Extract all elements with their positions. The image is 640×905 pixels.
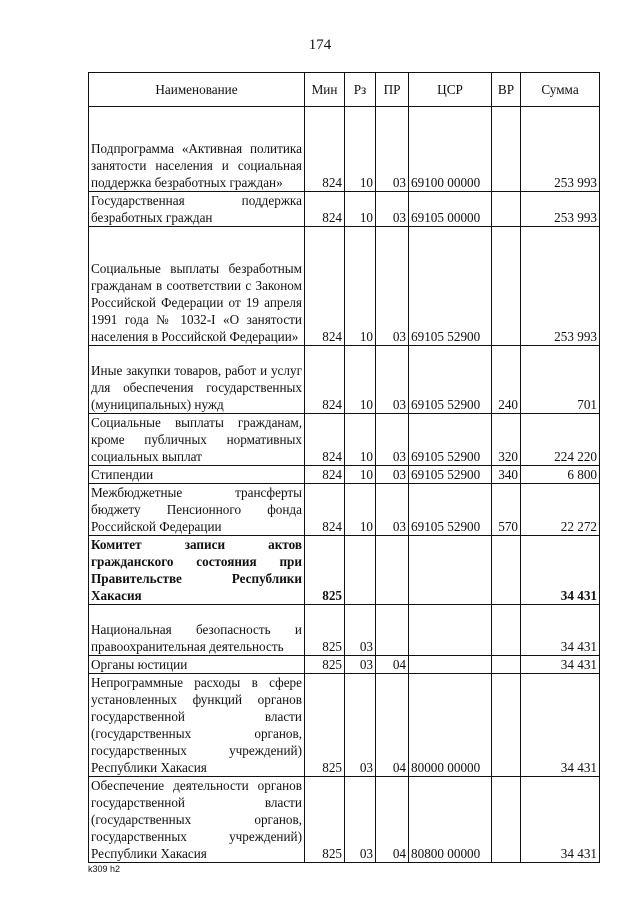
- table-row: [89, 674, 600, 777]
- row-name: Стипендии: [89, 466, 305, 484]
- row-min: 824: [305, 346, 345, 414]
- row-pr: 04: [376, 656, 409, 674]
- table-row: [89, 414, 600, 466]
- row-min: 824: [305, 192, 345, 227]
- row-csr: 69105 52900: [409, 227, 492, 346]
- row-sum: 34 431: [521, 674, 600, 777]
- row-min: 824: [305, 107, 345, 192]
- header-name: Наименование: [89, 73, 305, 107]
- row-name: Органы юстиции: [89, 656, 305, 674]
- row-vr: [492, 227, 521, 346]
- header-sum: Сумма: [521, 73, 600, 107]
- row-min: 824: [305, 227, 345, 346]
- row-sum: 253 993: [521, 107, 600, 192]
- row-sum: 34 431: [521, 777, 600, 863]
- row-rz: 10: [345, 192, 376, 227]
- row-name: Государственная поддержка безработных граждан: [89, 192, 305, 227]
- row-pr: 04: [376, 777, 409, 863]
- header-vr: ВР: [492, 73, 521, 107]
- row-pr: 03: [376, 484, 409, 536]
- row-csr: [409, 536, 492, 605]
- table-row: [89, 192, 600, 227]
- row-vr: [492, 536, 521, 605]
- row-name: Социальные выплаты безработным гражданам в соответствии с Законом Российской Федерации от 19 апреля 1991 года № 1032-I «О занятости населения в Российской Федерации»: [89, 227, 305, 346]
- row-pr: 03: [376, 107, 409, 192]
- row-vr: [492, 605, 521, 656]
- row-name: Социальные выплаты гражданам, кроме публичных нормативных социальных выплат: [89, 414, 305, 466]
- row-vr: 340: [492, 466, 521, 484]
- row-name: Иные закупки товаров, работ и услуг для обеспечения государственных (муниципальных) нужд: [89, 346, 305, 414]
- row-rz: 10: [345, 484, 376, 536]
- table-row: [89, 227, 600, 346]
- row-csr: [409, 656, 492, 674]
- row-pr: [376, 536, 409, 605]
- row-sum: 701: [521, 346, 600, 414]
- header-rz: Рз: [345, 73, 376, 107]
- table-row: [89, 484, 600, 536]
- table-row: [89, 605, 600, 656]
- row-sum: 253 993: [521, 192, 600, 227]
- row-rz: 03: [345, 656, 376, 674]
- row-csr: 69105 52900: [409, 484, 492, 536]
- row-csr: 69105 52900: [409, 346, 492, 414]
- row-rz: 03: [345, 605, 376, 656]
- row-sum: 6 800: [521, 466, 600, 484]
- row-min: 824: [305, 466, 345, 484]
- row-pr: 03: [376, 414, 409, 466]
- row-pr: 03: [376, 346, 409, 414]
- row-rz: 10: [345, 466, 376, 484]
- row-vr: 240: [492, 346, 521, 414]
- row-min: 825: [305, 777, 345, 863]
- row-vr: [492, 777, 521, 863]
- table-header-row: [89, 73, 600, 107]
- row-min: 825: [305, 536, 345, 605]
- row-pr: [376, 605, 409, 656]
- row-rz: 10: [345, 227, 376, 346]
- page-number: 174: [308, 37, 332, 53]
- row-vr: [492, 107, 521, 192]
- row-min: 824: [305, 414, 345, 466]
- row-vr: 570: [492, 484, 521, 536]
- budget-table: [88, 72, 600, 863]
- row-rz: 10: [345, 346, 376, 414]
- row-vr: 320: [492, 414, 521, 466]
- row-rz: 03: [345, 777, 376, 863]
- row-rz: 10: [345, 414, 376, 466]
- row-name: Непрограммные расходы в сфере установленных функций органов государственной власти (государственных органов, государственных учреждений) Республики Хакасия: [89, 674, 305, 777]
- table-body: [89, 107, 600, 863]
- table-row: [89, 346, 600, 414]
- row-pr: 03: [376, 192, 409, 227]
- row-sum: 22 272: [521, 484, 600, 536]
- row-csr: 69105 00000: [409, 192, 492, 227]
- row-pr: 04: [376, 674, 409, 777]
- row-sum: 224 220: [521, 414, 600, 466]
- row-pr: 03: [376, 466, 409, 484]
- header-pr: ПР: [376, 73, 409, 107]
- row-rz: [345, 536, 376, 605]
- row-csr: 69100 00000: [409, 107, 492, 192]
- row-csr: 80000 00000: [409, 674, 492, 777]
- row-name: Национальная безопасность и правоохранительная деятельность: [89, 605, 305, 656]
- footer-code: k309 h2: [88, 864, 121, 874]
- table-row: [89, 466, 600, 484]
- row-pr: 03: [376, 227, 409, 346]
- row-name: Подпрограмма «Активная политика занятости населения и социальная поддержка безработных граждан»: [89, 107, 305, 192]
- table-row: [89, 656, 600, 674]
- row-name: Межбюджетные трансферты бюджету Пенсионного фонда Российской Федерации: [89, 484, 305, 536]
- row-min: 824: [305, 484, 345, 536]
- row-name: Комитет записи актов гражданского состояния при Правительстве Республики Хакасия: [89, 536, 305, 605]
- row-sum: 34 431: [521, 605, 600, 656]
- row-vr: [492, 192, 521, 227]
- table-row: [89, 536, 600, 605]
- row-csr: [409, 605, 492, 656]
- row-name: Обеспечение деятельности органов государственной власти (государственных органов, государственных учреждений) Республики Хакасия: [89, 777, 305, 863]
- row-min: 825: [305, 605, 345, 656]
- row-min: 825: [305, 656, 345, 674]
- row-csr: 69105 52900: [409, 466, 492, 484]
- row-vr: [492, 674, 521, 777]
- row-sum: 34 431: [521, 536, 600, 605]
- table-row: [89, 107, 600, 192]
- row-csr: 80800 00000: [409, 777, 492, 863]
- row-csr: 69105 52900: [409, 414, 492, 466]
- header-min: Мин: [305, 73, 345, 107]
- row-rz: 03: [345, 674, 376, 777]
- header-csr: ЦСР: [409, 73, 492, 107]
- row-vr: [492, 656, 521, 674]
- table-row: [89, 777, 600, 863]
- row-min: 825: [305, 674, 345, 777]
- row-sum: 34 431: [521, 656, 600, 674]
- row-sum: 253 993: [521, 227, 600, 346]
- row-rz: 10: [345, 107, 376, 192]
